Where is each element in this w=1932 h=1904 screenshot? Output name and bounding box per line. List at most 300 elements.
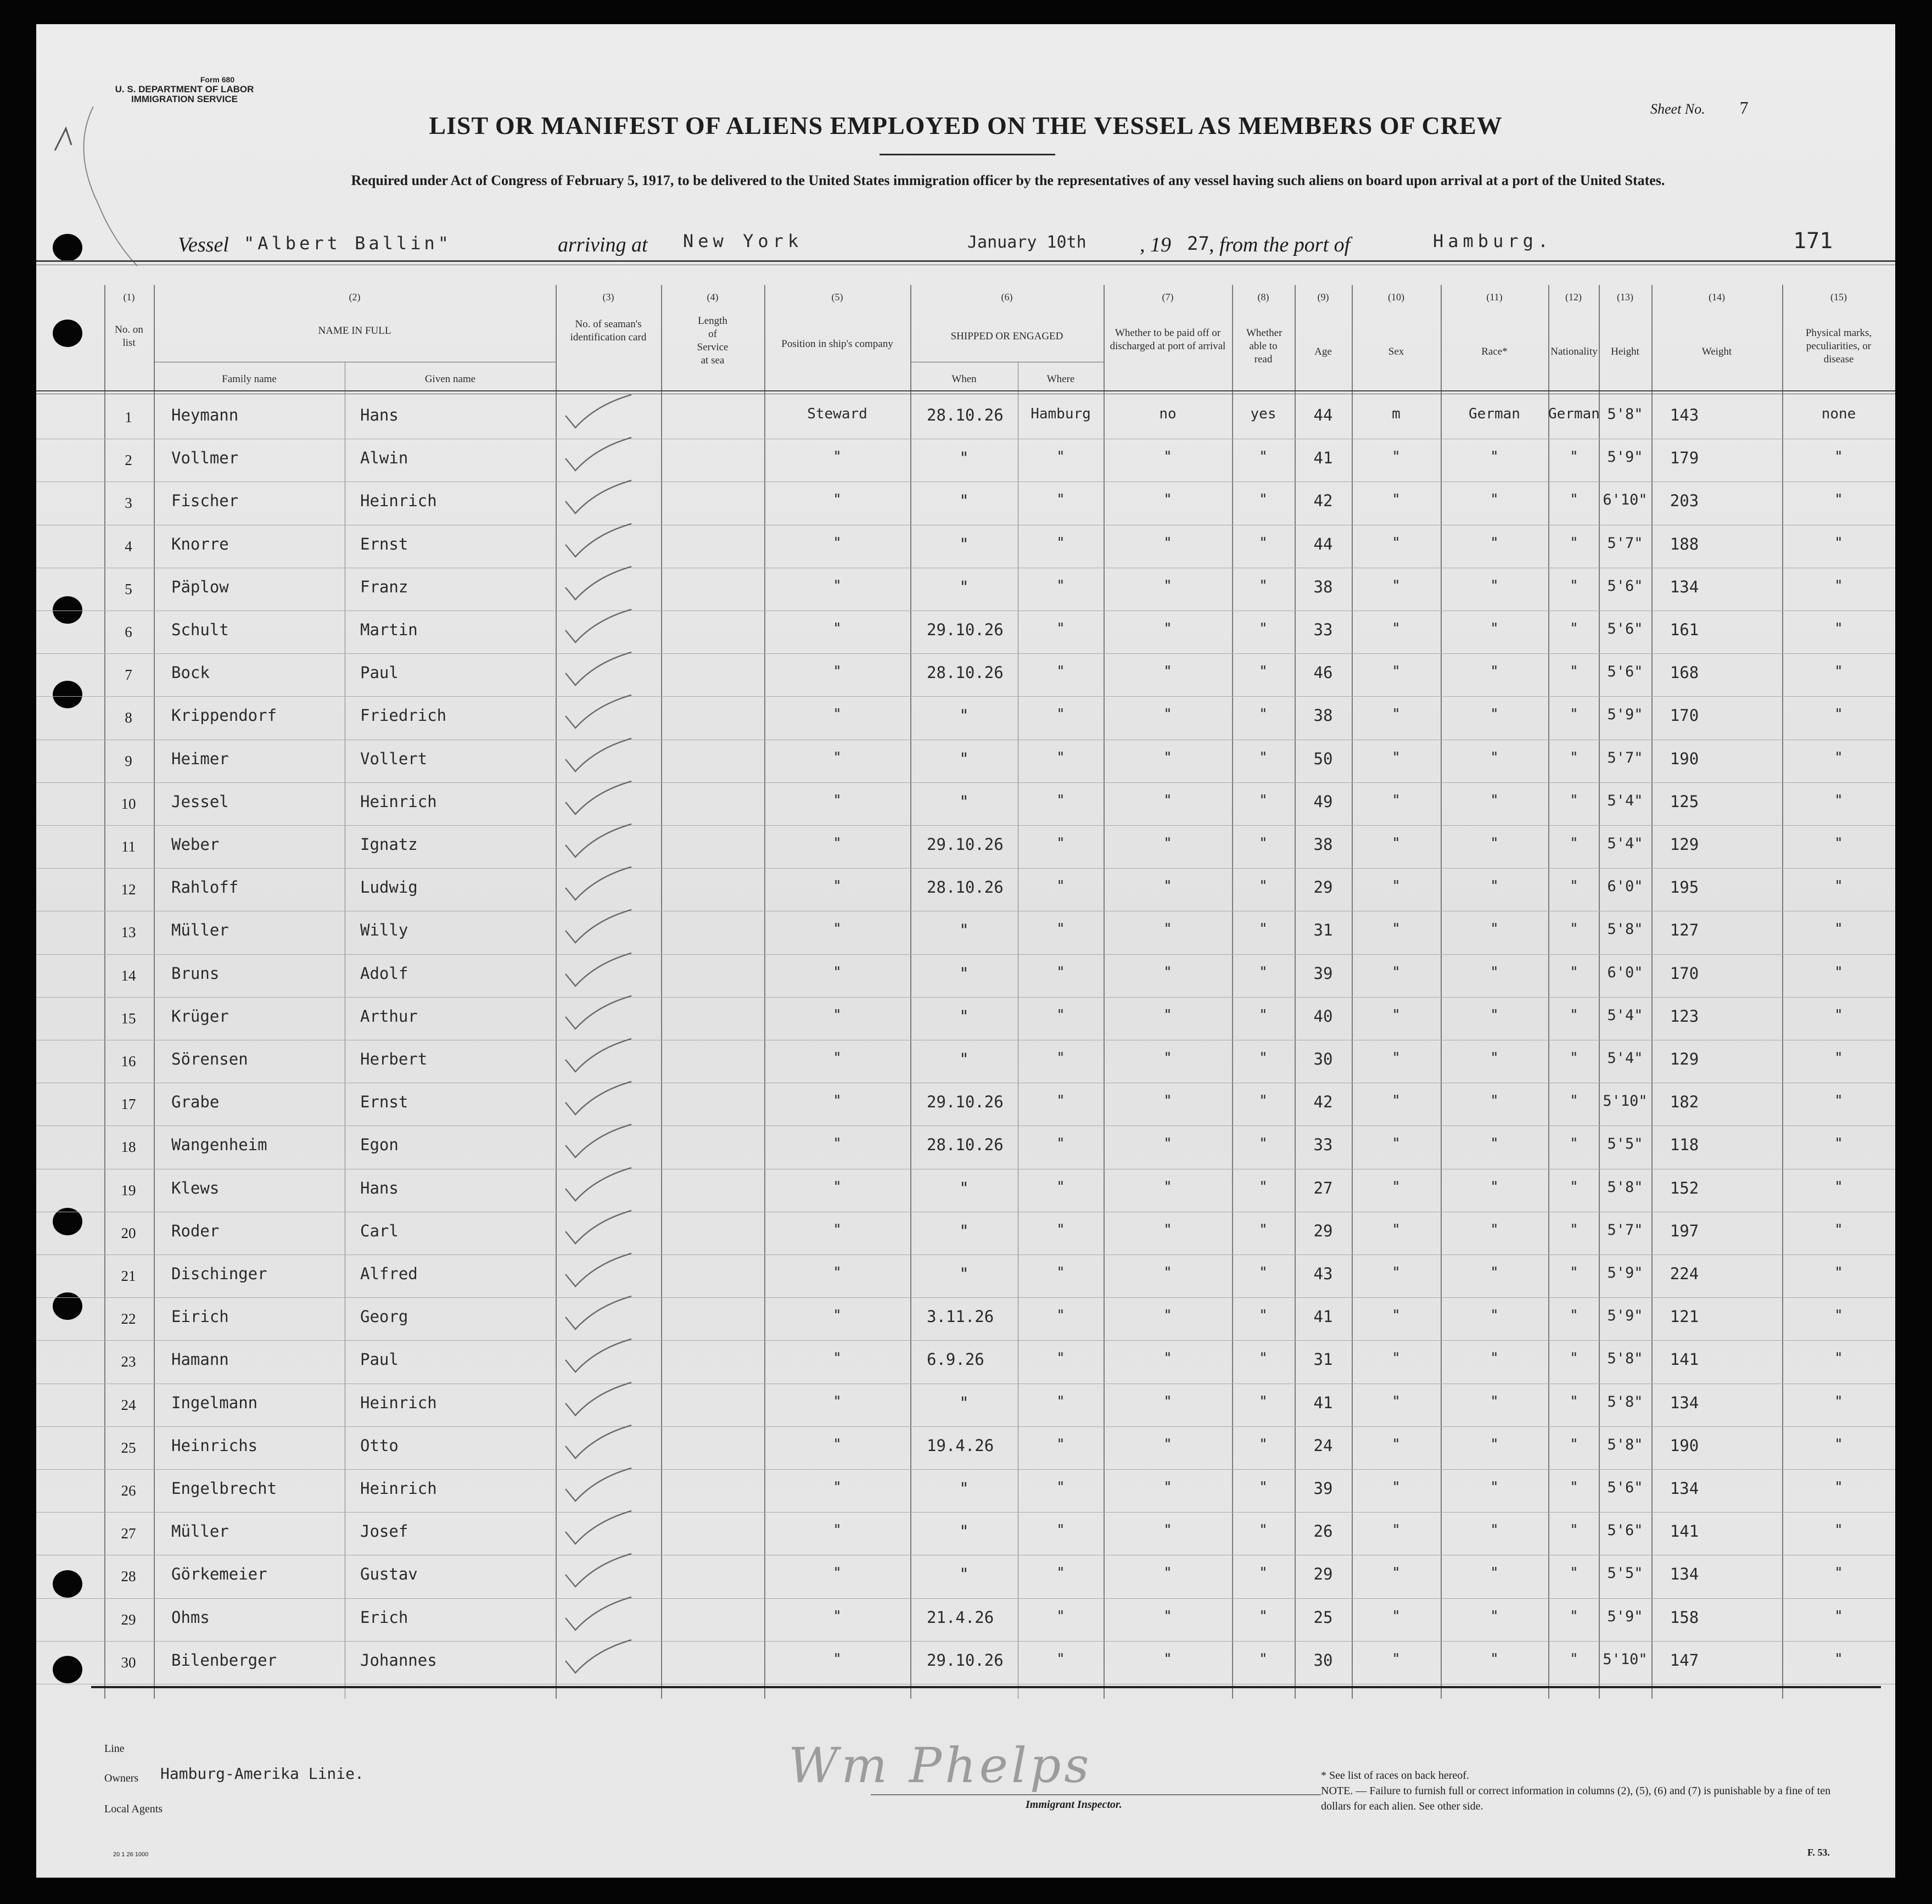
shipped-where: "	[1056, 491, 1065, 508]
family-name: Ohms	[171, 1608, 210, 1627]
family-name: Hamann	[171, 1350, 229, 1369]
given-name: Willy	[360, 921, 408, 940]
shipped-when: "	[959, 449, 969, 468]
nationality: "	[1570, 1393, 1578, 1410]
height: 5'4"	[1607, 1006, 1643, 1024]
shipped-where: "	[1056, 1565, 1065, 1582]
row-number: 24	[121, 1396, 136, 1413]
sex: "	[1392, 792, 1401, 809]
shipped-when: "	[959, 1264, 969, 1283]
position: "	[833, 534, 842, 551]
race: "	[1490, 449, 1499, 466]
height: 5'8"	[1607, 1393, 1643, 1410]
row-rule	[36, 825, 1895, 826]
col-num-7: (7)	[1162, 292, 1174, 303]
paid-off: "	[1163, 1307, 1172, 1324]
row-rule	[36, 1340, 1895, 1341]
height: 5'9"	[1607, 1608, 1643, 1625]
position: "	[833, 1393, 842, 1410]
age: 43	[1313, 1264, 1333, 1283]
weight: 134	[1670, 1393, 1699, 1412]
row-number: 29	[121, 1611, 136, 1628]
check-mark-icon	[563, 1424, 635, 1463]
from-port-label: , from the port of	[1209, 233, 1351, 256]
family-name: Schult	[171, 620, 229, 639]
race: "	[1490, 835, 1499, 852]
family-name: Heimer	[171, 749, 229, 768]
shipped-where: Hamburg	[1031, 406, 1091, 422]
position: "	[833, 1436, 842, 1453]
col-header-nationality: Nationality	[1550, 346, 1598, 357]
height: 5'4"	[1607, 1050, 1643, 1067]
shipped-where: "	[1056, 792, 1065, 809]
row-number: 7	[125, 667, 132, 684]
sex: "	[1392, 1307, 1401, 1324]
shipped-when: "	[959, 534, 969, 553]
race: "	[1490, 491, 1499, 508]
nationality: "	[1570, 1093, 1578, 1110]
form-label	[80, 75, 289, 104]
shipped-when: "	[959, 1006, 969, 1026]
col-num-15: (15)	[1830, 292, 1847, 303]
age: 38	[1313, 706, 1333, 725]
sex: "	[1392, 1608, 1401, 1625]
weight: 203	[1670, 491, 1699, 511]
race: "	[1490, 1565, 1499, 1582]
check-mark-icon	[563, 866, 635, 904]
given-name: Herbert	[360, 1050, 428, 1068]
shipped-where: "	[1056, 1307, 1065, 1324]
physical-marks: "	[1834, 921, 1843, 938]
check-mark-icon	[563, 1553, 635, 1591]
col-num-12: (12)	[1565, 292, 1582, 303]
col-header-when: When	[951, 373, 977, 385]
col-num-1: (1)	[123, 292, 135, 303]
row-number: 4	[125, 537, 132, 555]
weight: 123	[1670, 1006, 1699, 1026]
shipped-where: "	[1056, 577, 1065, 594]
given-name: Adolf	[360, 964, 408, 983]
nationality: "	[1570, 1436, 1578, 1453]
nationality: "	[1570, 449, 1578, 466]
given-name: Franz	[360, 577, 408, 596]
able-to-read: "	[1259, 1565, 1268, 1582]
shipped-when: "	[959, 1393, 969, 1412]
given-name: Paul	[360, 1350, 399, 1369]
shipped-when: 21.4.26	[927, 1608, 994, 1627]
height: 5'8"	[1607, 1350, 1643, 1368]
able-to-read: "	[1259, 1350, 1268, 1367]
given-name: Josef	[360, 1522, 408, 1541]
col-header-given: Given name	[424, 373, 476, 385]
family-name: Bruns	[171, 964, 220, 983]
race: "	[1490, 1178, 1499, 1195]
position: "	[833, 1264, 842, 1281]
row-rule	[36, 1426, 1895, 1427]
row-number: 10	[121, 795, 136, 812]
year-prefix: , 19	[1140, 233, 1171, 256]
paid-off: "	[1163, 1221, 1172, 1238]
weight: 188	[1670, 534, 1699, 553]
paid-off: "	[1163, 1135, 1172, 1152]
weight: 170	[1670, 706, 1699, 725]
page-title: LIST OR MANIFEST OF ALIENS EMPLOYED ON THE VESSEL AS MEMBERS OF CREW	[429, 111, 1503, 139]
weight: 182	[1670, 1093, 1699, 1112]
sex: "	[1392, 534, 1401, 551]
sheet-number-value: 7	[1739, 98, 1749, 117]
height: 5'8"	[1607, 1436, 1643, 1453]
race: "	[1490, 1479, 1499, 1496]
age: 31	[1313, 1350, 1333, 1369]
col-header-family: Family name	[222, 373, 277, 385]
able-to-read: "	[1259, 1393, 1268, 1410]
check-mark-icon	[563, 523, 635, 561]
row-number: 13	[121, 924, 136, 941]
shipped-where: "	[1056, 1135, 1065, 1152]
race: "	[1490, 534, 1499, 551]
height: 5'9"	[1607, 1264, 1643, 1281]
sex: "	[1392, 1178, 1401, 1195]
nationality: "	[1570, 1178, 1578, 1195]
family-name: Grabe	[171, 1093, 220, 1112]
row-number: 15	[121, 1010, 136, 1027]
row-rule	[36, 868, 1895, 869]
given-name: Paul	[360, 663, 399, 682]
shipped-when: "	[959, 792, 969, 811]
row-number: 17	[121, 1096, 136, 1113]
paid-off: "	[1163, 706, 1172, 723]
print-mark: 20 1 26 1000	[113, 1851, 149, 1858]
family-name: Weber	[171, 835, 220, 854]
check-mark-icon	[563, 737, 635, 776]
family-name: Päplow	[171, 577, 229, 596]
paid-off: "	[1163, 792, 1172, 809]
form-code: F. 53.	[1807, 1847, 1830, 1858]
check-mark-icon	[563, 780, 635, 819]
check-mark-icon	[563, 1467, 635, 1505]
header-rule	[36, 260, 1895, 262]
row-number: 16	[121, 1053, 136, 1069]
shipped-when: 29.10.26	[927, 835, 1004, 854]
sex: "	[1392, 1006, 1401, 1023]
height: 6'0"	[1607, 878, 1643, 895]
paid-off: no	[1159, 406, 1177, 422]
height: 5'10"	[1603, 1093, 1648, 1110]
shipped-where: "	[1056, 1178, 1065, 1195]
given-name: Heinrich	[360, 491, 437, 511]
age: 46	[1313, 663, 1333, 682]
row-number: 25	[121, 1439, 136, 1456]
table-end-rule	[91, 1686, 1881, 1688]
height: 5'4"	[1607, 835, 1643, 852]
row-number: 19	[121, 1181, 136, 1199]
row-number: 1	[125, 409, 132, 425]
nationality: "	[1570, 1479, 1578, 1496]
height: 5'6"	[1607, 577, 1643, 595]
paid-off: "	[1163, 1093, 1172, 1110]
family-name: Wangenheim	[171, 1135, 267, 1155]
col-header-height: Height	[1611, 346, 1639, 357]
nationality: "	[1570, 792, 1578, 809]
physical-marks: "	[1834, 491, 1843, 508]
row-number: 12	[121, 881, 136, 898]
position: "	[833, 1608, 842, 1625]
given-name: Otto	[360, 1436, 399, 1455]
race: German	[1469, 406, 1520, 422]
physical-marks: "	[1834, 1436, 1843, 1453]
shipped-when: 28.10.26	[927, 878, 1004, 897]
able-to-read: "	[1259, 878, 1268, 895]
col-header-id-card: No. of seaman's identification card	[570, 318, 647, 343]
physical-marks: "	[1834, 663, 1843, 680]
row-rule	[36, 782, 1895, 783]
weight: 121	[1670, 1307, 1699, 1326]
paid-off: "	[1163, 878, 1172, 895]
service-name: IMMIGRATION SERVICE	[131, 94, 238, 104]
age: 44	[1313, 406, 1333, 424]
physical-marks: "	[1834, 449, 1843, 466]
race: "	[1490, 792, 1499, 809]
sex: "	[1392, 577, 1401, 594]
weight: 127	[1670, 921, 1699, 940]
paid-off: "	[1163, 1436, 1172, 1453]
sex: "	[1392, 1522, 1401, 1539]
col-num-14: (14)	[1709, 292, 1725, 303]
vessel-label: Vessel	[178, 233, 229, 256]
given-name: Alfred	[360, 1264, 418, 1283]
weight: 118	[1670, 1135, 1699, 1155]
race: "	[1490, 1608, 1499, 1625]
col-num-13: (13)	[1617, 292, 1633, 303]
shipped-when: 6.9.26	[927, 1350, 984, 1369]
family-name: Roder	[171, 1221, 220, 1240]
height: 5'5"	[1607, 1565, 1643, 1582]
given-name: Erich	[360, 1608, 408, 1627]
sex: "	[1392, 663, 1401, 680]
able-to-read: "	[1259, 1522, 1268, 1539]
shipped-when: 29.10.26	[927, 620, 1004, 639]
nationality: "	[1570, 835, 1578, 852]
weight: 170	[1670, 964, 1699, 983]
nationality: "	[1570, 1350, 1578, 1367]
physical-marks: "	[1834, 1479, 1843, 1496]
title-rule	[880, 154, 1055, 155]
shipped-where: "	[1056, 620, 1065, 637]
height: 5'6"	[1607, 620, 1643, 637]
check-mark-icon	[563, 1252, 635, 1291]
given-name: Friedrich	[360, 706, 447, 725]
shipped-when: "	[959, 577, 969, 596]
shipped-where: "	[1056, 1608, 1065, 1625]
shipped-when: "	[959, 706, 969, 725]
given-name: Arthur	[360, 1006, 418, 1026]
race: "	[1490, 620, 1499, 637]
shipped-where: "	[1056, 1393, 1065, 1410]
race: "	[1490, 1221, 1499, 1238]
nationality: "	[1570, 620, 1578, 637]
departure-port: Hamburg.	[1433, 231, 1553, 251]
age: 39	[1313, 1479, 1333, 1498]
given-name: Hans	[360, 406, 399, 424]
owners-value: Hamburg-Amerika Linie.	[160, 1765, 364, 1783]
position: "	[833, 1307, 842, 1324]
able-to-read: "	[1259, 1307, 1268, 1324]
height: 5'9"	[1607, 1307, 1643, 1325]
penalty-note: NOTE. — Failure to furnish full or correct information in columns (2), (5), (6) and (7) is punishable by a fine of ten dollars for each alien. See other side.	[1321, 1785, 1831, 1812]
row-rule	[36, 954, 1895, 955]
shipped-where: "	[1056, 706, 1065, 723]
race: "	[1490, 1522, 1499, 1539]
shipped-when: 29.10.26	[927, 1650, 1004, 1670]
row-number: 20	[121, 1224, 136, 1241]
able-to-read: "	[1259, 921, 1268, 938]
check-mark-icon	[563, 1381, 635, 1420]
shipped-where: "	[1056, 1050, 1065, 1066]
col-header-position: Position in ship's company	[781, 338, 893, 350]
shipped-where: "	[1056, 1221, 1065, 1238]
position: "	[833, 749, 842, 766]
able-to-read: "	[1259, 835, 1268, 852]
given-name: Heinrich	[360, 792, 437, 811]
row-number: 5	[125, 580, 132, 597]
check-mark-icon	[563, 1123, 635, 1162]
position: "	[833, 835, 842, 852]
family-name: Engelbrecht	[171, 1479, 277, 1498]
shipped-when: 28.10.26	[927, 663, 1004, 682]
paid-off: "	[1163, 1178, 1172, 1195]
able-to-read: "	[1259, 620, 1268, 637]
race: "	[1490, 1307, 1499, 1324]
column-divider	[104, 285, 105, 1699]
position: "	[833, 1135, 842, 1152]
shipped-when: "	[959, 1178, 969, 1197]
sex: "	[1392, 491, 1401, 508]
sex: "	[1392, 1350, 1401, 1367]
physical-marks: none	[1821, 406, 1856, 422]
weight: 141	[1670, 1522, 1699, 1541]
physical-marks: "	[1834, 749, 1843, 766]
row-number: 8	[125, 709, 132, 726]
given-name: Hans	[360, 1178, 399, 1197]
physical-marks: "	[1834, 1093, 1843, 1110]
able-to-read: "	[1259, 1178, 1268, 1195]
nationality: "	[1570, 1135, 1578, 1152]
race: "	[1490, 749, 1499, 766]
sex: "	[1392, 706, 1401, 723]
weight: 134	[1670, 1479, 1699, 1498]
physical-marks: "	[1834, 706, 1843, 723]
family-name: Fischer	[171, 491, 239, 511]
col-num-5: (5)	[831, 292, 843, 303]
shipped-when: "	[959, 1565, 969, 1584]
paid-off: "	[1163, 663, 1172, 680]
check-mark-icon	[563, 1338, 635, 1376]
given-name: Johannes	[360, 1650, 437, 1670]
arrival-year: 27	[1187, 233, 1209, 255]
col-header-marks: Physical marks, peculiarities, or disease	[1805, 327, 1872, 365]
height: 5'7"	[1607, 534, 1643, 552]
family-name: Görkemeier	[171, 1565, 267, 1584]
check-mark-icon	[563, 1167, 635, 1205]
position: "	[833, 491, 842, 508]
nationality: "	[1570, 1608, 1578, 1625]
row-rule	[36, 481, 1895, 482]
sex: "	[1392, 1135, 1401, 1152]
shipped-where: "	[1056, 1006, 1065, 1023]
weight: 129	[1670, 1050, 1699, 1068]
paid-off: "	[1163, 1050, 1172, 1066]
given-name: Egon	[360, 1135, 399, 1155]
row-number: 27	[121, 1525, 136, 1542]
shipped-when: 19.4.26	[927, 1436, 994, 1455]
age: 41	[1313, 449, 1333, 468]
able-to-read: "	[1259, 964, 1268, 981]
paid-off: "	[1163, 921, 1172, 938]
races-note: * See list of races on back hereof.	[1321, 1769, 1469, 1782]
physical-marks: "	[1834, 878, 1843, 895]
shipped-where: "	[1056, 1264, 1065, 1281]
race: "	[1490, 1006, 1499, 1023]
position: "	[833, 1178, 842, 1195]
nationality: "	[1570, 964, 1578, 981]
sex: "	[1392, 1093, 1401, 1110]
nationality: "	[1570, 706, 1578, 723]
row-number: 6	[125, 624, 132, 640]
age: 29	[1313, 1221, 1333, 1240]
paid-off: "	[1163, 964, 1172, 981]
given-name: Georg	[360, 1307, 408, 1326]
shipped-when: "	[959, 921, 969, 940]
family-name: Müller	[171, 921, 229, 940]
weight: 134	[1670, 577, 1699, 596]
paid-off: "	[1163, 1608, 1172, 1625]
col-num-11: (11)	[1486, 292, 1503, 303]
col-header-shipped: SHIPPED OR ENGAGED	[950, 331, 1063, 342]
col-header-age: Age	[1314, 346, 1332, 357]
row-number: 23	[121, 1353, 136, 1370]
check-mark-icon	[563, 394, 635, 432]
able-to-read: "	[1259, 1093, 1268, 1110]
check-mark-icon	[563, 436, 635, 475]
row-number: 3	[125, 495, 132, 512]
shipped-when: "	[959, 1522, 969, 1541]
check-mark-icon	[563, 1639, 635, 1677]
check-mark-icon	[563, 1080, 635, 1119]
weight: 161	[1670, 620, 1699, 639]
nationality: "	[1570, 1006, 1578, 1023]
age: 31	[1313, 921, 1333, 940]
able-to-read: "	[1259, 577, 1268, 594]
paid-off: "	[1163, 491, 1172, 508]
weight: 224	[1670, 1264, 1699, 1283]
column-divider	[154, 285, 155, 1699]
sex: "	[1392, 964, 1401, 981]
physical-marks: "	[1834, 1650, 1843, 1667]
age: 25	[1313, 1608, 1333, 1627]
local-agents-label: Local Agents	[104, 1803, 163, 1815]
race: "	[1490, 663, 1499, 680]
sheet-label: Sheet No.	[1650, 101, 1705, 117]
shipped-where: "	[1056, 878, 1065, 895]
sex: "	[1392, 449, 1401, 466]
nationality: "	[1570, 1565, 1578, 1582]
paid-off: "	[1163, 577, 1172, 594]
shipped-when: "	[959, 1479, 969, 1498]
family-name: Krippendorf	[171, 706, 277, 725]
position: "	[833, 1006, 842, 1023]
weight: 197	[1670, 1221, 1699, 1240]
age: 26	[1313, 1522, 1333, 1541]
